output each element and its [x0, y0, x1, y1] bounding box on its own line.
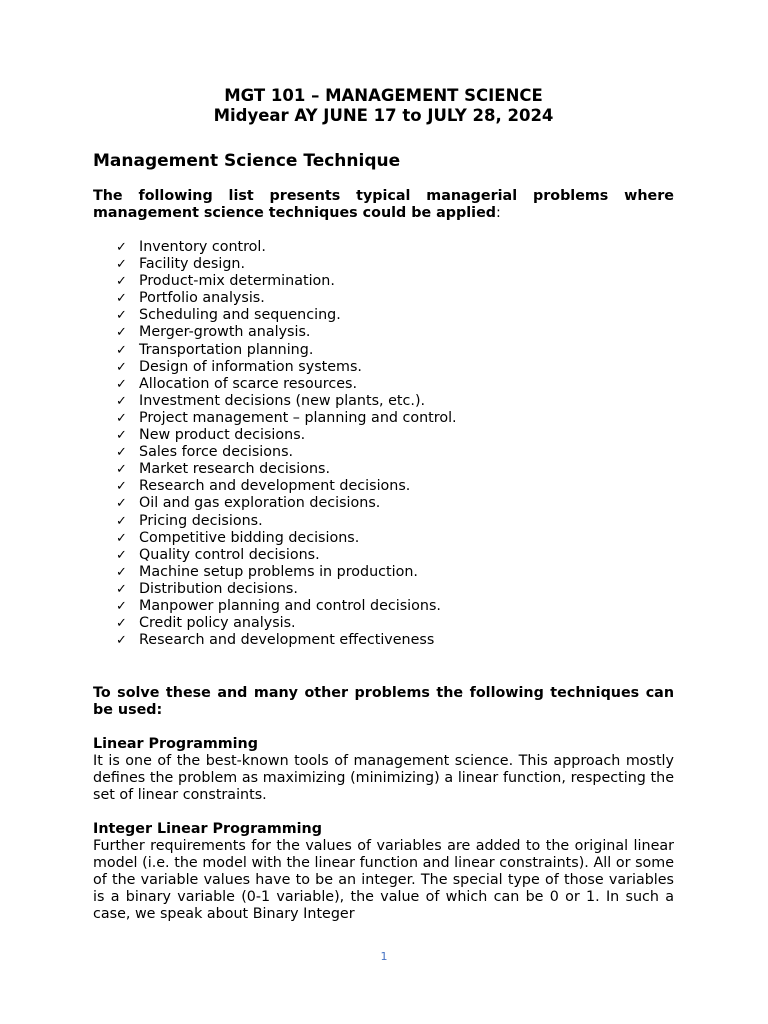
checklist-item — [116, 307, 674, 324]
checklist-item — [116, 581, 674, 598]
checklist-item-label: Research and development effectiveness — [139, 632, 435, 649]
check-icon: ✓ — [116, 547, 127, 563]
checklist-item-label: Sales force decisions. — [139, 444, 294, 461]
checklist-item-label: Merger-growth analysis. — [139, 324, 311, 341]
check-icon: ✓ — [116, 393, 127, 409]
check-icon: ✓ — [116, 291, 127, 307]
check-icon: ✓ — [116, 359, 127, 375]
checklist-item-label: Design of information systems. — [139, 358, 362, 375]
checklist-item — [116, 359, 674, 376]
check-icon: ✓ — [116, 513, 127, 529]
checklist-item — [116, 290, 674, 307]
check-icon: ✓ — [116, 410, 127, 426]
checklist-item — [116, 376, 674, 393]
checklist-item-label: Product-mix determination. — [139, 273, 335, 290]
checklist-item — [116, 324, 674, 341]
document-title — [93, 86, 674, 126]
check-icon: ✓ — [116, 240, 127, 255]
checklist-item-label: Machine setup problems in production. — [139, 563, 418, 580]
linear-programming-heading: Linear Programming — [93, 736, 258, 753]
checklist-item-label: New product decisions. — [139, 427, 306, 444]
integer-linear-programming-heading: Integer Linear Programming — [93, 821, 322, 838]
checklist-item — [116, 239, 674, 256]
checklist-item — [116, 273, 674, 290]
check-icon: ✓ — [116, 325, 127, 341]
check-icon: ✓ — [116, 274, 127, 290]
check-icon: ✓ — [116, 462, 127, 478]
checklist-item-label: Market research decisions. — [139, 461, 331, 478]
checklist-item — [116, 342, 674, 359]
checklist-item-label: Scheduling and sequencing. — [139, 307, 341, 324]
check-icon: ✓ — [116, 496, 127, 512]
checklist-item — [116, 393, 674, 410]
checklist-item — [116, 530, 674, 547]
checklist-item — [116, 513, 674, 530]
check-icon: ✓ — [116, 479, 127, 495]
intro-paragraph — [93, 188, 674, 222]
check-icon: ✓ — [116, 445, 127, 461]
page-content — [93, 86, 674, 923]
section-title: Management Science Technique — [93, 151, 401, 171]
check-icon: ✓ — [116, 564, 127, 580]
checklist-item-label: Portfolio analysis. — [139, 290, 265, 307]
techniques-lead: To solve these and many other problems the following techniques can be used: — [93, 685, 674, 719]
checklist-item-label: Allocation of scarce resources. — [139, 375, 358, 392]
checklist-item — [116, 615, 674, 632]
checklist-item-label: Manpower planning and control decisions. — [139, 597, 441, 614]
checklist-item — [116, 478, 674, 495]
check-icon: ✓ — [116, 581, 127, 597]
checklist-item-label: Research and development decisions. — [139, 478, 411, 495]
check-icon: ✓ — [116, 342, 127, 358]
checklist-item — [116, 461, 674, 478]
check-icon: ✓ — [116, 308, 127, 324]
checklist-item — [116, 598, 674, 615]
checklist-item-label: Competitive bidding decisions. — [139, 529, 360, 546]
intro-bold-text: The following list presents typical managerial problems where management science techniques could be applied — [93, 188, 674, 221]
checklist-item — [116, 256, 674, 273]
linear-programming-text: It is one of the best-known tools of management science. This approach mostly defines the problem as maximizing (minimizing) a linear function, respecting the set of linear constraints. — [93, 753, 674, 804]
check-icon: ✓ — [116, 530, 127, 546]
check-icon: ✓ — [116, 376, 127, 392]
checklist-item-label: Distribution decisions. — [139, 580, 298, 597]
checklist-item — [116, 444, 674, 461]
checklist-item-label: Facility design. — [139, 256, 246, 273]
checklist-item-label: Oil and gas exploration decisions. — [139, 495, 381, 512]
checklist-item-label: Inventory control. — [139, 239, 266, 255]
check-icon: ✓ — [116, 616, 127, 632]
checklist-item — [116, 495, 674, 512]
check-icon: ✓ — [116, 633, 127, 649]
page-number: 1 — [380, 950, 388, 963]
checklist-item-label: Pricing decisions. — [139, 512, 263, 529]
checklist-item — [116, 427, 674, 444]
integer-linear-programming-text: Further requirements for the values of variables are added to the original linear model (i.e. the model with the linear function and linear constraints). All or some of the variable values have to be an integer. The special type of those variables is a binary variable (0-1 variable), the value of which can be 0 or 1. In such a case, we speak about Binary Integer — [93, 838, 674, 923]
check-icon: ✓ — [116, 257, 127, 273]
check-icon: ✓ — [116, 428, 127, 444]
intro-colon: : — [496, 205, 501, 221]
title-line-2: Midyear AY JUNE 17 to JULY 28, 2024 — [213, 106, 554, 125]
checklist-item-label: Transportation planning. — [139, 341, 314, 358]
checklist-item-label: Project management – planning and control. — [139, 409, 457, 426]
checklist-item — [116, 547, 674, 564]
checklist-item-label: Investment decisions (new plants, etc.). — [139, 392, 426, 409]
checklist-item-label: Credit policy analysis. — [139, 615, 296, 632]
checklist-item — [116, 410, 674, 427]
check-icon: ✓ — [116, 598, 127, 614]
checklist-item-label: Quality control decisions. — [139, 546, 320, 563]
checklist-item — [116, 632, 674, 649]
checklist-item — [116, 564, 674, 581]
title-line-1: MGT 101 – MANAGEMENT SCIENCE — [224, 86, 543, 105]
problem-checklist — [93, 239, 674, 649]
